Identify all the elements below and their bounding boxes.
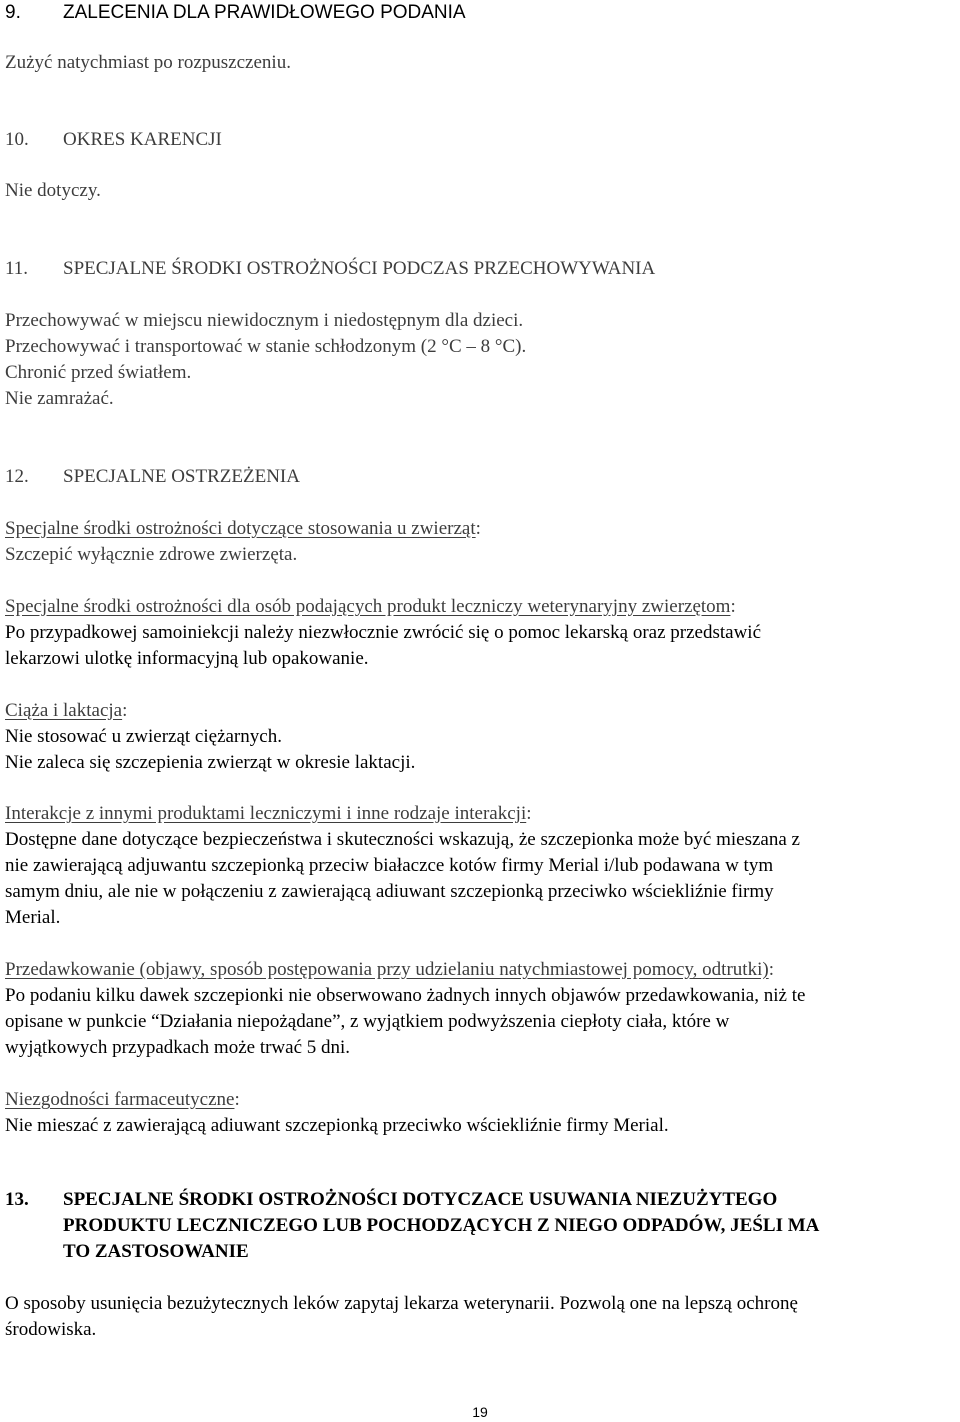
animal-precautions-heading: Specjalne środki ostrożności dotyczące stosowania u zwierząt: xyxy=(5,518,481,539)
pregnancy-line: Nie stosować u zwierząt ciężarnych. xyxy=(5,726,282,747)
pregnancy-heading: Ciąża i laktacja: xyxy=(5,700,128,721)
pregnancy-line: Nie zaleca się szczepienia zwierząt w okresie laktacji. xyxy=(5,752,416,773)
section-9-title: ZALECENIA DLA PRAWIDŁOWEGO PODANIA xyxy=(63,2,466,23)
disposal-line: środowiska. xyxy=(5,1319,97,1340)
animal-precautions-line: Szczepić wyłącznie zdrowe zwierzęta. xyxy=(5,544,298,565)
incompatibilities-heading-text: Niezgodności farmaceutyczne xyxy=(5,1089,235,1110)
section-11-title: SPECJALNE ŚRODKI OSTROŻNOŚCI PODCZAS PRZECHOWYWANIA xyxy=(63,258,656,279)
overdose-line: Po podaniu kilku dawek szczepionki nie obserwowano żadnych innych objawów przedawkowania, niż te xyxy=(5,985,806,1006)
person-precautions-heading-text: Specjalne środki ostrożności dla osób podających produkt leczniczy weterynaryjny zwierzętom xyxy=(5,596,731,617)
interactions-heading-text: Interakcje z innymi produktami leczniczymi i inne rodzaje interakcji xyxy=(5,803,527,824)
section-13-title-line: PRODUKTU LECZNICZEGO LUB POCHODZĄCYCH Z NIEGO ODPADÓW, JEŚLI MA xyxy=(63,1215,820,1236)
overdose-heading: Przedawkowanie (objawy, sposób postępowania przy udzielaniu natychmiastowej pomocy, odtrutki): xyxy=(5,959,774,980)
incompatibilities-heading: Niezgodności farmaceutyczne: xyxy=(5,1089,240,1110)
storage-line: Nie zamrażać. xyxy=(5,388,114,409)
overdose-heading-text: Przedawkowanie (objawy, sposób postępowania przy udzielaniu natychmiastowej pomocy, odtrutki) xyxy=(5,959,769,980)
disposal-line: O sposoby usunięcia bezużytecznych leków zapytaj lekarza weterynarii. Pozwolą one na lepszą ochronę xyxy=(5,1293,798,1314)
interactions-line: Dostępne dane dotyczące bezpieczeństwa i skuteczności wskazują, że szczepionka może być mieszana z xyxy=(5,829,800,850)
section-10-title: OKRES KARENCJI xyxy=(63,129,222,150)
section-12-number: 12. xyxy=(5,466,29,487)
section-11-number: 11. xyxy=(5,258,29,279)
overdose-line: wyjątkowych przypadkach może trwać 5 dni. xyxy=(5,1037,351,1058)
storage-line: Chronić przed światłem. xyxy=(5,362,192,383)
section-13-title-line: TO ZASTOSOWANIE xyxy=(63,1241,249,1262)
storage-line: Przechowywać i transportować w stanie schłodzonym (2 °C – 8 °C). xyxy=(5,336,527,357)
page-number: 19 xyxy=(472,1404,488,1420)
person-precautions-line: Po przypadkowej samoiniekcji należy niezwłocznie zwrócić się o pomoc lekarską oraz przedstawić xyxy=(5,622,762,643)
overdose-line: opisane w punkcie “Działania niepożądane”, z wyjątkiem podwyższenia ciepłoty ciała, które w xyxy=(5,1011,730,1032)
interactions-heading: Interakcje z innymi produktami leczniczymi i inne rodzaje interakcji: xyxy=(5,803,532,824)
section-10-number: 10. xyxy=(5,129,29,150)
interactions-line: Merial. xyxy=(5,907,61,928)
storage-line: Przechowywać w miejscu niewidocznym i niedostępnym dla dzieci. xyxy=(5,310,524,331)
incompatibilities-line: Nie mieszać z zawierającą adiuwant szczepionką przeciwko wściekliźnie firmy Merial. xyxy=(5,1115,669,1136)
interactions-line: nie zawierającą adjuwantu szczepionką przeciw białaczce kotów firmy Merial i/lub podawana w tym xyxy=(5,855,774,876)
section-9-number: 9. xyxy=(5,2,21,23)
pregnancy-heading-text: Ciąża i laktacja xyxy=(5,700,123,721)
person-precautions-heading: Specjalne środki ostrożności dla osób podających produkt leczniczy weterynaryjny zwierzętom: xyxy=(5,596,736,617)
animal-precautions-heading-text: Specjalne środki ostrożności dotyczące stosowania u zwierząt xyxy=(5,518,476,539)
section-13-number: 13. xyxy=(5,1189,29,1210)
section-13-title-line: SPECJALNE ŚRODKI OSTROŻNOŚCI DOTYCZACE USUWANIA NIEZUŻYTEGO xyxy=(63,1189,778,1210)
section-9-text: Zużyć natychmiast po rozpuszczeniu. xyxy=(5,52,291,73)
person-precautions-line: lekarzowi ulotkę informacyjną lub opakowanie. xyxy=(5,648,369,669)
section-10-text: Nie dotyczy. xyxy=(5,180,101,201)
interactions-line: samym dniu, ale nie w połączeniu z zawierającą adiuwant szczepionką przeciwko wściekliźnie firmy xyxy=(5,881,774,902)
section-12-title: SPECJALNE OSTRZEŻENIA xyxy=(63,466,300,487)
